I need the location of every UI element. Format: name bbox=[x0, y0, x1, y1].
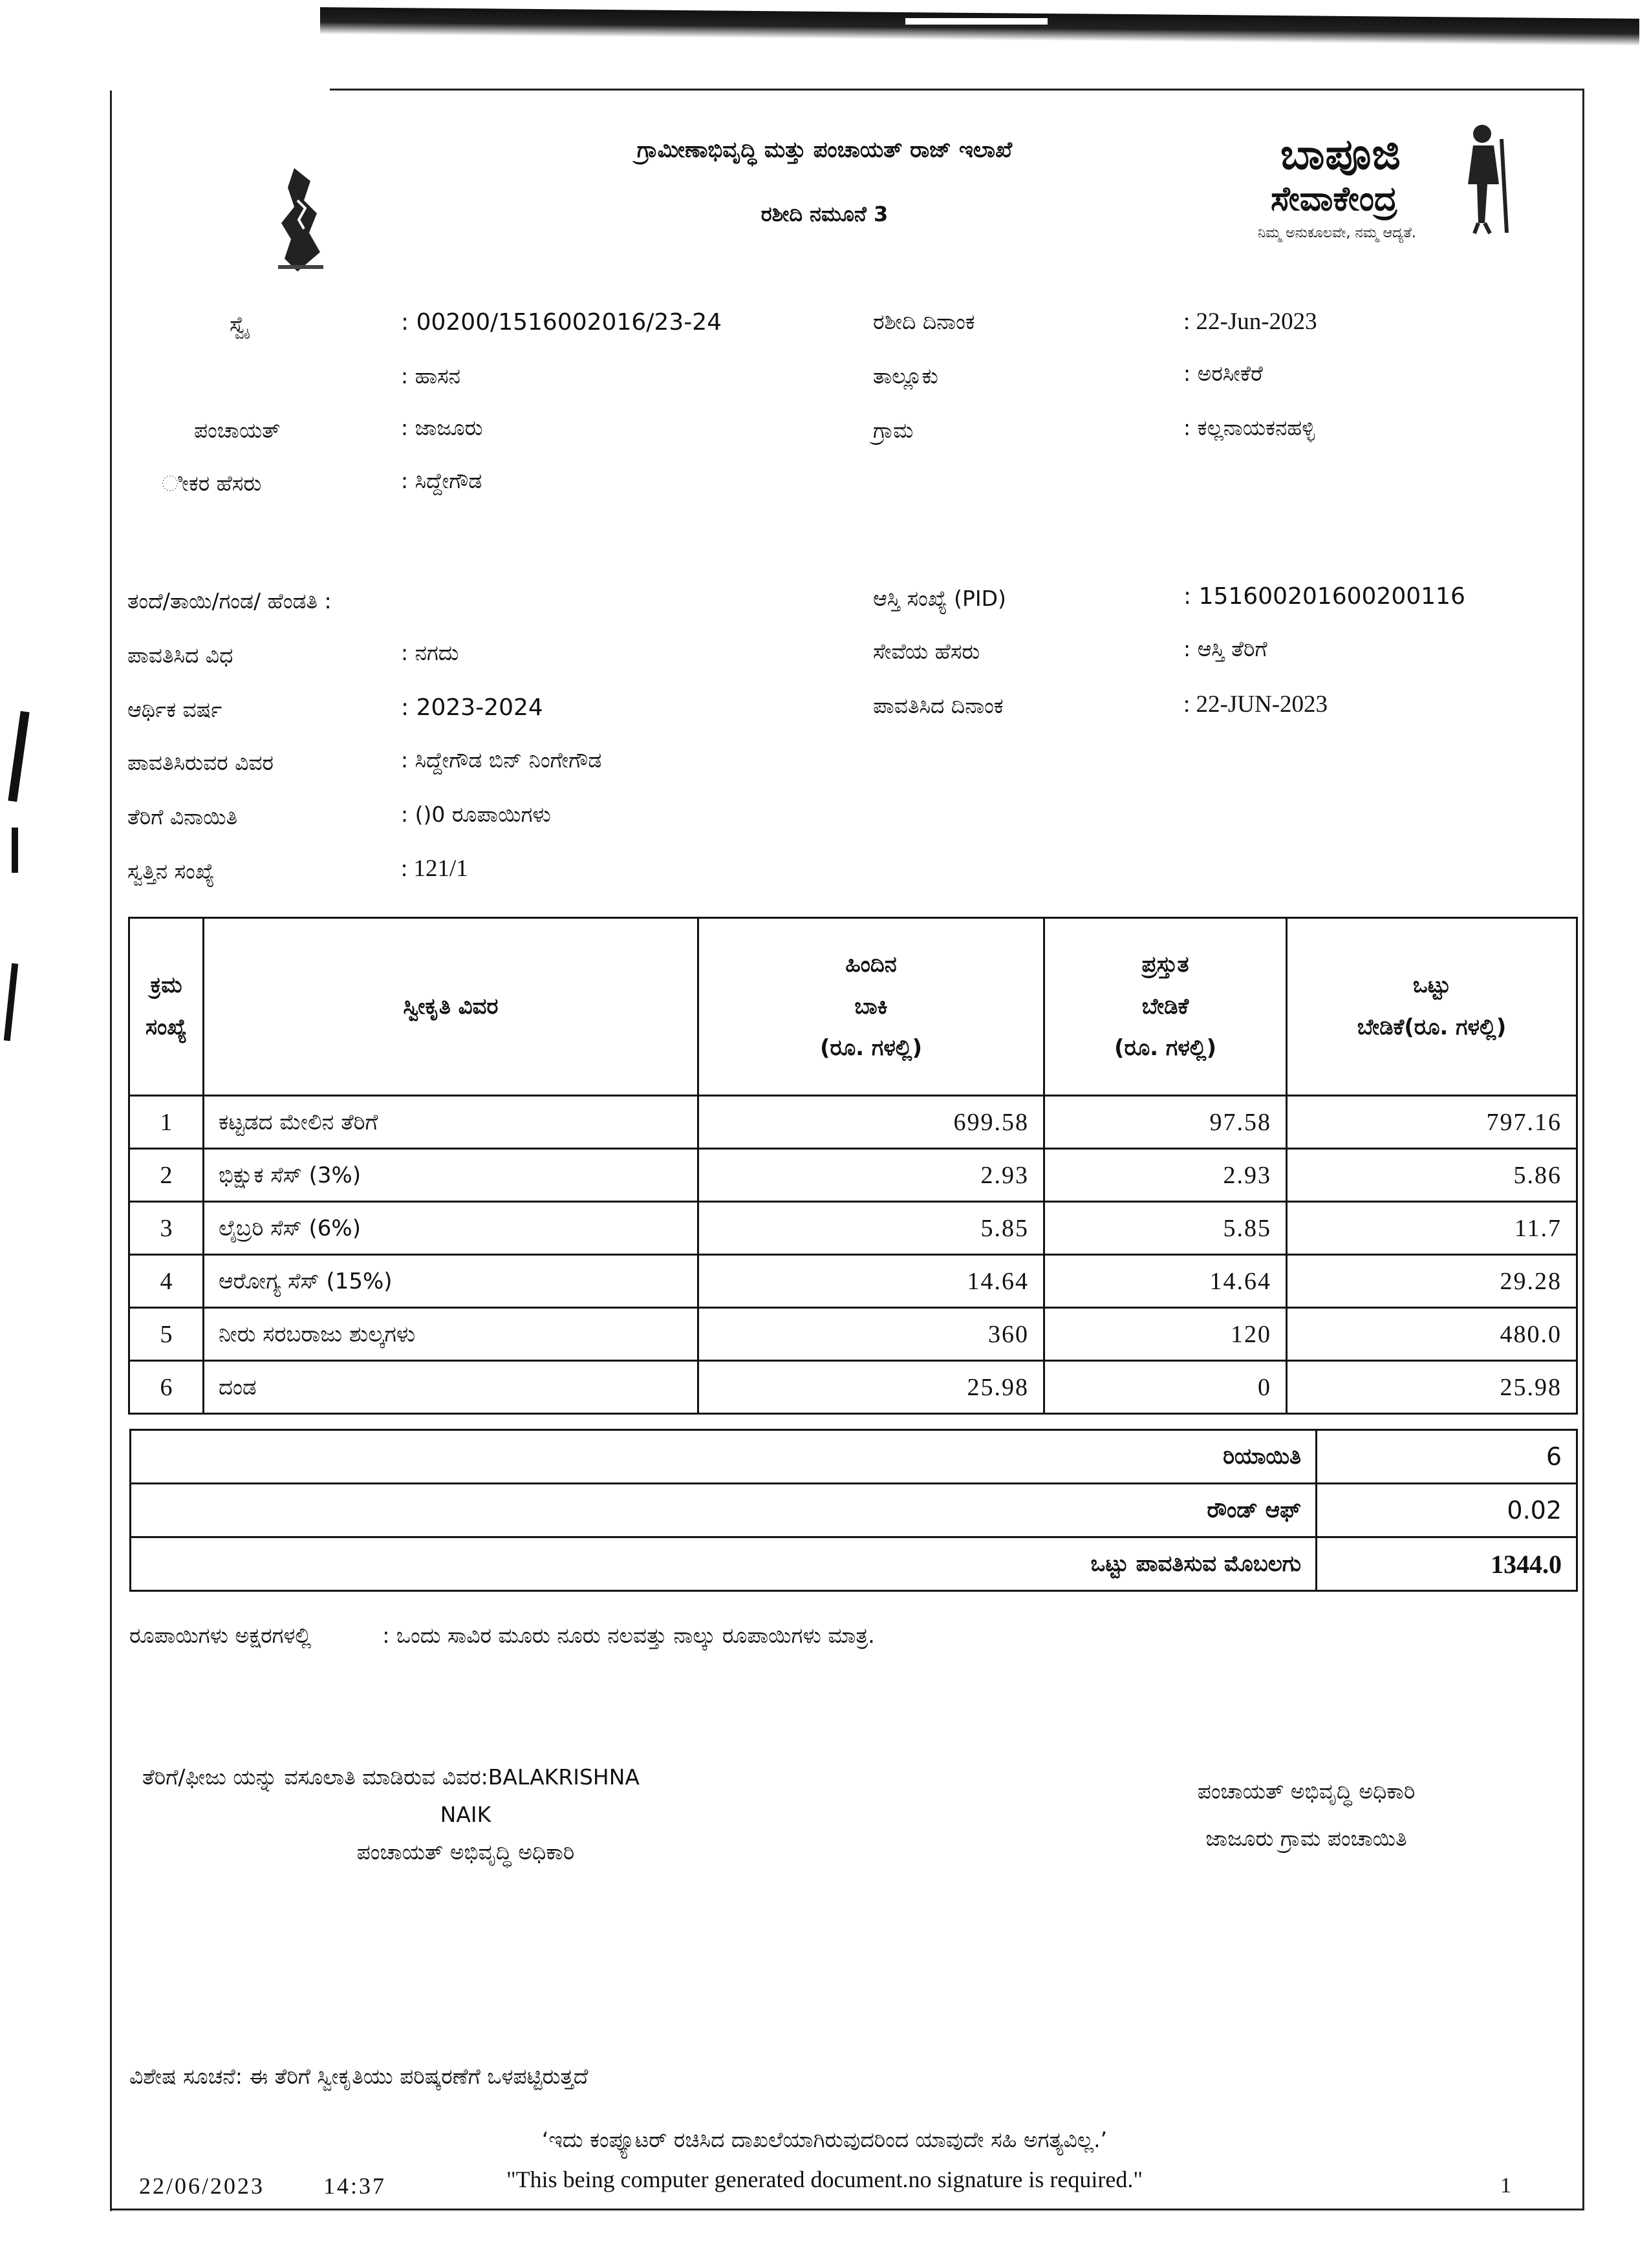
logo-tagline: ನಿಮ್ಮ ಅನುಕೂಲವೇ, ನಮ್ಮ ಆದ್ಯತೆ. bbox=[1258, 225, 1416, 241]
row-curr: 5.85 bbox=[1044, 1202, 1287, 1255]
payment-mode-value: : ನಗದು bbox=[401, 640, 459, 665]
print-time: 14:37 bbox=[323, 2173, 387, 2199]
rebate-row bbox=[131, 1430, 1577, 1484]
row-desc: ದಂಡ bbox=[204, 1361, 698, 1414]
department-title: ಗ್ರಾಮೀಣಾಭಿವೃದ್ಧಿ ಮತ್ತು ಪಂಚಾಯತ್ ರಾಜ್ ಇಲಾಖೆ bbox=[636, 137, 1013, 163]
fin-year-label: ಆರ್ಥಿಕ ವರ್ಷ bbox=[127, 697, 222, 722]
document-border-bottom bbox=[110, 2209, 1584, 2210]
row-sl: 6 bbox=[129, 1361, 204, 1414]
table-row bbox=[129, 1308, 1577, 1361]
row-prev: 360 bbox=[698, 1308, 1044, 1361]
collector-line3: ಪಂಚಾಯತ್ ಅಭಿವೃದ್ಧಿ ಅಧಿಕಾರಿ bbox=[356, 1839, 575, 1865]
row-desc: ಲೈಬ್ರರಿ ಸೆಸ್ (6%) bbox=[204, 1202, 698, 1255]
col-prev-line1: ಹಿಂದಿನ bbox=[845, 952, 897, 978]
row-total: 29.28 bbox=[1287, 1255, 1577, 1308]
row-desc: ಭಿಕ್ಷುಕ ಸೆಸ್ (3%) bbox=[204, 1149, 698, 1202]
row-prev: 25.98 bbox=[698, 1361, 1044, 1414]
paid-date-label: ಪಾವತಿಸಿದ ದಿನಾಂಕ bbox=[873, 693, 1004, 718]
grand-total-label: ಒಟ್ಟು ಪಾವತಿಸುವ ಮೊಬಲಗು bbox=[131, 1537, 1317, 1591]
row-prev: 14.64 bbox=[698, 1255, 1044, 1308]
payer-name-value: : ಸಿದ್ದೇಗೌಡ bbox=[401, 468, 482, 493]
form-title: ರಶೀದಿ ನಮೂನೆ 3 bbox=[760, 202, 889, 226]
payment-mode-label: ಪಾವತಿಸಿದ ವಿಧ bbox=[127, 643, 233, 668]
officer-line2: ಜಾಜೂರು ಗ್ರಾಮ ಪಂಚಾಯಿತಿ bbox=[1205, 1825, 1407, 1851]
totals-table bbox=[129, 1429, 1578, 1592]
row-curr: 0 bbox=[1044, 1361, 1287, 1414]
col-sl-header bbox=[129, 918, 204, 1096]
service-value: : ಆಸ್ತಿ ತೆರಿಗೆ bbox=[1183, 636, 1267, 661]
row-sl: 1 bbox=[129, 1096, 204, 1149]
roundoff-label: ರೌಂಡ್ ಆಫ್ bbox=[131, 1484, 1317, 1537]
collector-block bbox=[142, 1759, 886, 1870]
logo-name: ಬಾಪೂಜಿ bbox=[1280, 129, 1401, 179]
amount-in-words bbox=[129, 1623, 875, 1649]
col-prev-line3: (ರೂ. ಗಳಲ್ಲಿ) bbox=[819, 1035, 923, 1062]
col-total-line1: ಒಟ್ಟು bbox=[1412, 972, 1451, 999]
tax-exemption-value: : ()0 ರೂಪಾಯಿಗಳು bbox=[401, 802, 551, 827]
table-row bbox=[129, 1149, 1577, 1202]
print-date: 22/06/2023 bbox=[139, 2173, 265, 2199]
amount-words-value: : ಒಂದು ಸಾವಿರ ಮೂರು ನೂರು ನಲವತ್ತು ನಾಲ್ಕು ರೂಪಾಯಿಗಳು ಮಾತ್ರ. bbox=[382, 1623, 875, 1648]
col-curr-header bbox=[1044, 918, 1287, 1096]
property-no-value: : 121/1 bbox=[401, 855, 468, 882]
rebate-label: ರಿಯಾಯಿತಿ bbox=[131, 1430, 1317, 1484]
receipt-no-value: : 00200/1516002016/23-24 bbox=[401, 309, 722, 336]
col-prev-line2: ಬಾಕಿ bbox=[854, 993, 888, 1020]
pid-label: ಆಸ್ತಿ ಸಂಖ್ಯೆ (PID) bbox=[873, 586, 1006, 611]
property-no-label: ಸ್ವತ್ತಿನ ಸಂಖ್ಯೆ bbox=[127, 859, 215, 884]
district-value: : ಹಾಸನ bbox=[401, 363, 460, 389]
village-label: ಗ್ರಾಮ bbox=[873, 418, 914, 443]
officer-line1: ಪಂಚಾಯತ್ ಅಭಿವೃದ್ಧಿ ಅಧಿಕಾರಿ bbox=[1197, 1779, 1416, 1804]
officer-block bbox=[1125, 1768, 1487, 1862]
page-number: 1 bbox=[1500, 2174, 1511, 2198]
row-curr: 97.58 bbox=[1044, 1096, 1287, 1149]
row-total: 11.7 bbox=[1287, 1202, 1577, 1255]
receipt-date-value: : 22-Jun-2023 bbox=[1183, 308, 1317, 335]
roundoff-row bbox=[131, 1484, 1577, 1537]
row-total: 25.98 bbox=[1287, 1361, 1577, 1414]
row-curr: 2.93 bbox=[1044, 1149, 1287, 1202]
tax-exemption-label: ತೆರಿಗೆ ವಿನಾಯಿತಿ bbox=[127, 804, 238, 829]
row-desc: ನೀರು ಸರಬರಾಜು ಶುಲ್ಕಗಳು bbox=[204, 1308, 698, 1361]
col-desc-header: ಸ್ವೀಕೃತಿ ವಿವರ bbox=[204, 918, 698, 1096]
gandhi-figure-icon bbox=[1442, 120, 1526, 236]
village-value: : ಕಲ್ಲನಾಯಕನಹಳ್ಳಿ bbox=[1183, 415, 1315, 440]
receipt-no-label: ಸ್ವೈ bbox=[230, 312, 250, 337]
col-total-header bbox=[1287, 918, 1577, 1096]
paid-date-value: : 22-JUN-2023 bbox=[1183, 691, 1328, 718]
col-prev-header bbox=[698, 918, 1044, 1096]
panchayat-label: ಪಂಚಾಯತ್ bbox=[194, 418, 281, 443]
rebate-value: 6 bbox=[1317, 1430, 1577, 1484]
row-total: 5.86 bbox=[1287, 1149, 1577, 1202]
grand-total-row bbox=[131, 1537, 1577, 1591]
row-desc: ಕಟ್ಟಡದ ಮೇಲಿನ ತೆರಿಗೆ bbox=[204, 1096, 698, 1149]
fin-year-value: : 2023-2024 bbox=[401, 694, 543, 721]
row-prev: 5.85 bbox=[698, 1202, 1044, 1255]
payer-name-label: ೀಕರ ಹೆಸರು bbox=[162, 471, 262, 496]
relation-label: ತಂದೆ/ತಾಯಿ/ಗಂಡ/ ಹೆಂಡತಿ : bbox=[127, 588, 332, 614]
service-label: ಸೇವೆಯ ಹೆಸರು bbox=[873, 639, 980, 664]
scan-mark-left-2 bbox=[12, 828, 18, 873]
collector-line1: ತೆರಿಗೆ/ಫೀಜು ಯನ್ನು ವಸೂಲಾತಿ ಮಾಡಿರುವ ವಿವರ:BALAKRISHNA bbox=[142, 1764, 640, 1790]
fee-table-header bbox=[129, 918, 1577, 1096]
computer-generated-note-en: "This being computer generated document.no signature is required." bbox=[506, 2166, 1143, 2192]
scan-mark-left-3 bbox=[4, 963, 18, 1041]
row-prev: 699.58 bbox=[698, 1096, 1044, 1149]
logo-kendra: ಸೇವಾಕೇಂದ್ರ bbox=[1271, 180, 1397, 219]
scan-mark-left-1 bbox=[8, 711, 29, 802]
row-sl: 2 bbox=[129, 1149, 204, 1202]
fee-table bbox=[128, 917, 1578, 1415]
col-curr-line1: ಪ್ರಸ್ತುತ bbox=[1141, 952, 1189, 978]
row-curr: 120 bbox=[1044, 1308, 1287, 1361]
taluk-label: ತಾಲ್ಲೂಕು bbox=[873, 363, 938, 389]
document-border-top bbox=[330, 89, 1584, 91]
col-curr-line3: (ರೂ. ಗಳಲ್ಲಿ) bbox=[1114, 1035, 1217, 1062]
row-sl: 3 bbox=[129, 1202, 204, 1255]
document-border-left bbox=[110, 91, 112, 2211]
grand-total-value: 1344.0 bbox=[1317, 1537, 1577, 1591]
row-prev: 2.93 bbox=[698, 1149, 1044, 1202]
collector-line2: NAIK bbox=[440, 1801, 491, 1827]
row-total: 797.16 bbox=[1287, 1096, 1577, 1149]
table-row bbox=[129, 1361, 1577, 1414]
special-note: ವಿಶೇಷ ಸೂಚನೆ: ಈ ತೆರಿಗೆ ಸ್ವೀಕೃತಿಯು ಪರಿಷ್ಕರಣೆಗೆ ಒಳಪಟ್ಟಿರುತ್ತದೆ bbox=[129, 2064, 588, 2089]
scan-edge-shadow bbox=[320, 7, 1639, 46]
row-curr: 14.64 bbox=[1044, 1255, 1287, 1308]
taluk-value: : ಅರಸೀಕೆರೆ bbox=[1183, 361, 1263, 386]
payer-details-value: : ಸಿದ್ದೇಗೌಡ ಬಿನ್ ನಿಂಗೇಗೌಡ bbox=[401, 747, 602, 773]
panchayat-value: : ಜಾಜೂರು bbox=[401, 415, 483, 440]
col-sl-line2: ಸಂಖ್ಯೆ bbox=[146, 1014, 187, 1040]
pid-value: : 151600201600200116 bbox=[1183, 583, 1465, 610]
row-desc: ಆರೋಗ್ಯ ಸೆಸ್ (15%) bbox=[204, 1255, 698, 1308]
computer-generated-note-kn: ‘ಇದು ಕಂಪ್ಯೂಟರ್ ರಚಿಸಿದ ದಾಖಲೆಯಾಗಿರುವುದರಿಂದ ಯಾವುದೇ ಸಹಿ ಅಗತ್ಯವಿಲ್ಲ.’ bbox=[541, 2127, 1108, 2152]
amount-words-label: ರೂಪಾಯಿಗಳು ಅಕ್ಷರಗಳಲ್ಲಿ bbox=[129, 1623, 312, 1648]
table-row bbox=[129, 1255, 1577, 1308]
row-total: 480.0 bbox=[1287, 1308, 1577, 1361]
col-total-line2: ಬೇಡಿಕೆ(ರೂ. ಗಳಲ್ಲಿ) bbox=[1357, 1014, 1507, 1040]
table-row bbox=[129, 1096, 1577, 1149]
table-row bbox=[129, 1202, 1577, 1255]
scan-edge-gap bbox=[905, 18, 1048, 25]
col-sl-line1: ಕ್ರಮ bbox=[150, 972, 182, 999]
row-sl: 4 bbox=[129, 1255, 204, 1308]
receipt-date-label: ರಶೀದಿ ದಿನಾಂಕ bbox=[873, 309, 975, 334]
roundoff-value: 0.02 bbox=[1317, 1484, 1577, 1537]
col-curr-line2: ಬೇಡಿಕೆ bbox=[1141, 993, 1189, 1020]
document-border-right bbox=[1582, 89, 1584, 2209]
row-sl: 5 bbox=[129, 1308, 204, 1361]
payer-details-label: ಪಾವತಿಸಿರುವರ ವಿವರ bbox=[127, 750, 274, 775]
